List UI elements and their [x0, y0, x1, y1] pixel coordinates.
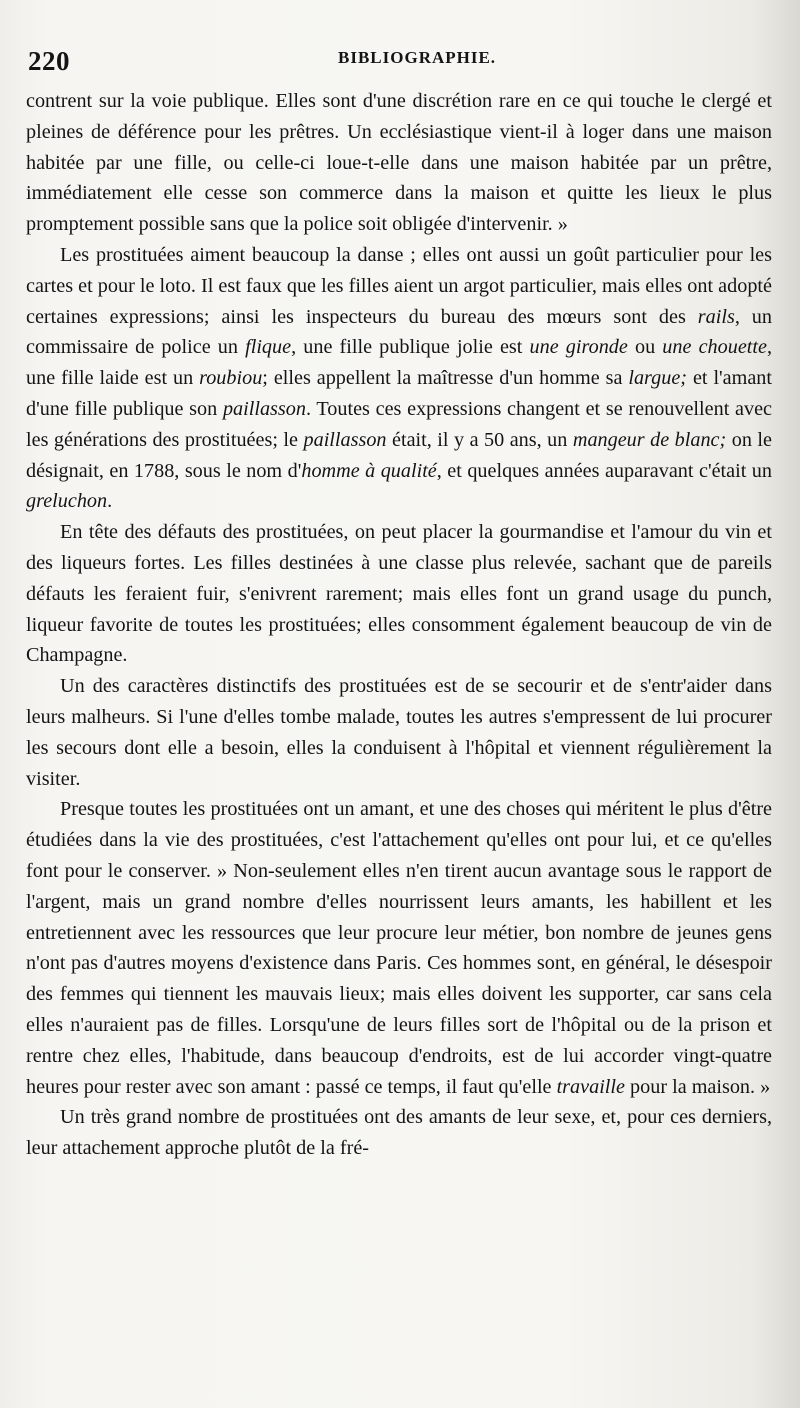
text-run: . Toutes ces expressions changent et se renouvellent avec les générations des prostituées; le	[26, 397, 773, 451]
text-run: .	[107, 490, 113, 513]
italic-term: flique	[245, 336, 292, 359]
paragraph	[26, 1102, 772, 1164]
text-run: Un des caractères distinctifs des prostituées est de se secourir et de s'entr'aider dans leurs malheurs. Si l'une d'elles tombe malade, toutes les autres s'empressent de lui procurer les secours dont elle a besoin, elles la conduisent à l'hôpital et viennent régulièrement la visiter.	[26, 675, 772, 790]
italic-term: une chouette	[662, 336, 767, 359]
italic-term: rails	[697, 305, 735, 328]
italic-term: travaille	[556, 1075, 625, 1098]
paragraph	[26, 86, 772, 240]
text-run: En tête des défauts des prostituées, on peut placer la gourmandise et l'amour du vin et des liqueurs fortes. Les filles destinées à une classe plus relevée, sachant que de pareils défauts les feraient fuir, s'enivrent rarement; mais elles font un grand usage du punch, liqueur favorite de toutes les prostituées; elles consomment également beaucoup de vin de Champagne.	[26, 521, 772, 667]
text-run: , une fille publique jolie est	[291, 336, 530, 359]
body-text	[26, 86, 772, 1164]
page-number: 220	[28, 46, 70, 76]
text-run: Presque toutes les prostituées ont un amant, et une des choses qui méritent le plus d'être étudiées dans la vie des prostituées, c'est l'attachement qu'elles ont pour lui, et ce qu'elles font pour le conserver. » Non-seulement elles n'en tirent aucun avantage sous le rapport de l'argent, mais un grand nombre d'elles nourrissent leurs amants, les habillent et les entretiennent avec les ressources que leur procure leur métier, bon nombre de jeunes gens n'ont pas d'autres moyens d'existence dans Paris. Ces hommes sont, en général, le désespoir des femmes qui tiennent les mauvais lieux; mais elles doivent les supporter, car sans cela elles n'auraient pas de filles. Lorsqu'une de leurs filles sort de l'hôpital ou de la prison et rentre chez elles, l'habitude, dans beaucoup d'endroits, est de lui accorder vingt-quatre heures pour rester avec son amant : passé ce temps, il faut qu'elle	[26, 798, 772, 1098]
text-run: , une fille laide est un	[26, 336, 772, 390]
italic-term: roubiou	[199, 367, 263, 390]
text-run: , un commissaire de police un	[26, 305, 772, 359]
text-run: ou	[627, 336, 663, 359]
text-run: contrent sur la voie publique. Elles sont d'une discrétion rare en ce qui touche le clergé et pleines de déférence pour les prêtres. Un ecclésiastique vient-il à loger dans une maison habitée par une fille, ou celle-ci loue-t-elle dans une maison habitée par un prêtre, immédiatement elle cesse son commerce dans la maison et quitte les lieux le plus promptement possible sans que la police soit obligée d'intervenir. »	[26, 90, 772, 236]
paragraph	[26, 517, 772, 671]
text-run: Un très grand nombre de prostituées ont des amants de leur sexe, et, pour ces derniers, leur attachement approche plutôt de la fré-	[26, 1106, 772, 1160]
text-run: Les prostituées aiment beaucoup la danse ; elles ont aussi un goût particulier pour les cartes et pour le loto. Il est faux que les filles aient un argot particulier, mais elles ont adopté certaines expressions; ainsi les inspecteurs du bureau des mœurs sont des	[26, 243, 772, 328]
paragraph	[26, 794, 772, 1102]
italic-term: largue;	[628, 367, 688, 390]
text-run: on le désignait, en 1788, sous le nom d'	[26, 428, 772, 482]
paragraph	[26, 671, 772, 794]
italic-term: paillasson	[222, 397, 306, 420]
italic-term: une gironde	[529, 336, 628, 359]
text-run: pour la maison. »	[624, 1075, 771, 1098]
text-run: et l'amant d'une fille publique son	[26, 367, 773, 420]
page-header	[26, 40, 772, 80]
italic-term: greluchon	[26, 490, 108, 513]
text-run: était, il y a 50 ans, un	[386, 428, 573, 451]
text-run: , et quelques années auparavant c'était un	[436, 459, 772, 482]
text-run: ; elles appellent la maîtresse d'un homme sa	[262, 367, 629, 390]
running-head: BIBLIOGRAPHIE.	[338, 48, 497, 67]
paragraph	[26, 240, 772, 517]
italic-term: mangeur de blanc;	[572, 428, 727, 451]
italic-term: homme à qualité	[301, 459, 437, 482]
italic-term: paillasson	[303, 428, 387, 451]
